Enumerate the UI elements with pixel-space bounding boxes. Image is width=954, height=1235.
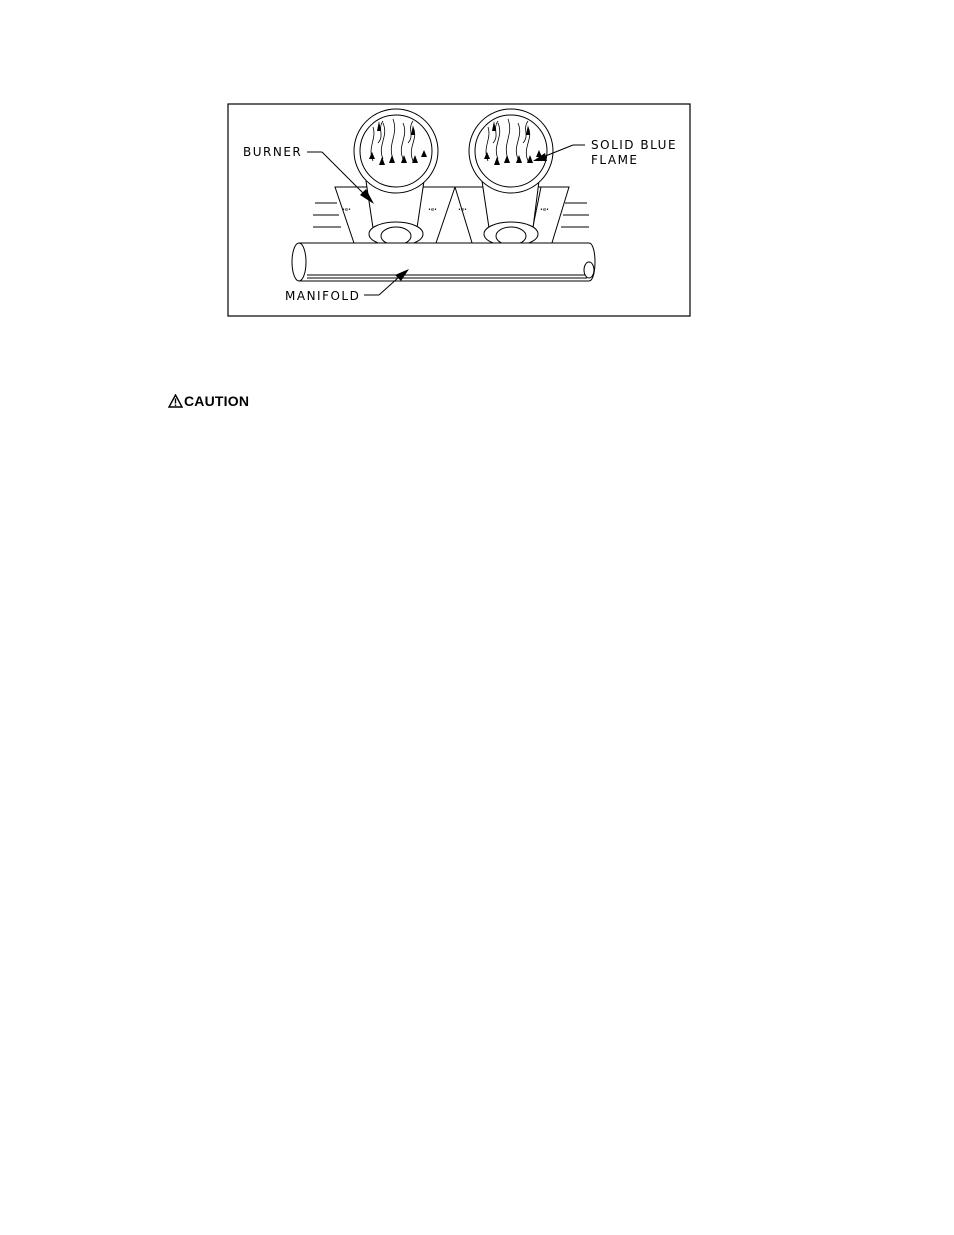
flame-port-right	[469, 109, 553, 193]
flame-port-left	[354, 109, 438, 193]
manifold-label: MANIFOLD	[285, 289, 361, 303]
svg-text:•e•: •e•	[458, 207, 467, 213]
manifold-pipe	[292, 243, 595, 281]
svg-text:•e•: •e•	[540, 207, 549, 213]
svg-text:•e•: •e•	[342, 207, 351, 213]
warning-triangle-icon	[168, 394, 183, 408]
svg-text:•e•: •e•	[428, 207, 437, 213]
burner-label: BURNER	[243, 145, 303, 159]
burner-flame-diagram	[227, 103, 691, 317]
caution-label: CAUTION	[184, 393, 250, 409]
solid-blue-flame-label-line1: SOLID BLUE	[591, 138, 678, 152]
solid-blue-flame-label-line2: FLAME	[591, 153, 639, 167]
caution-heading	[168, 393, 249, 409]
